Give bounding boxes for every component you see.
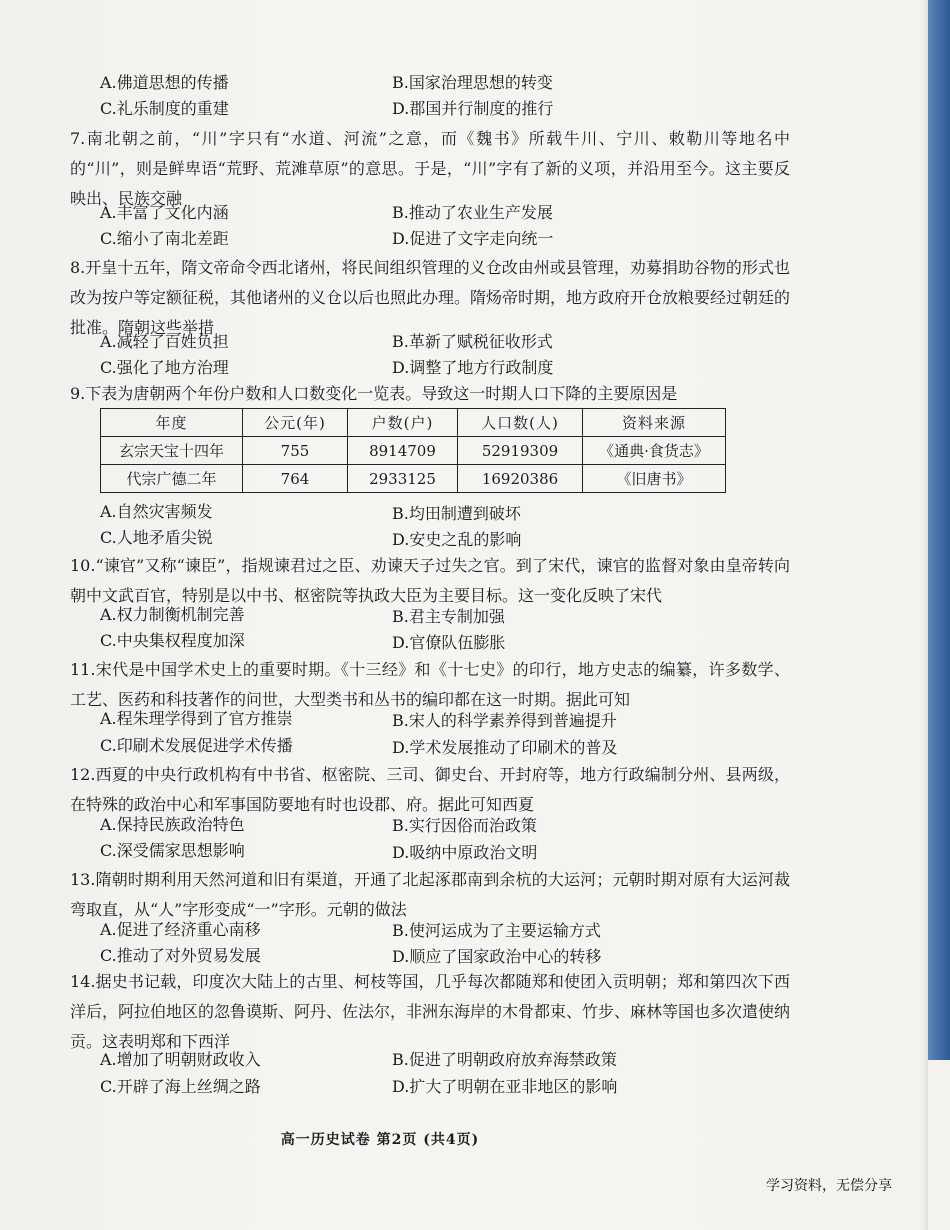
q13-option-c: C.推动了对外贸易发展 <box>100 946 261 965</box>
q12-option-b: B.实行因俗而治政策 <box>392 816 537 835</box>
table-cell: 755 <box>243 437 348 465</box>
q7-option-a: A.丰富了文化内涵 <box>100 203 229 222</box>
q14-option-d: D.扩大了明朝在亚非地区的影响 <box>392 1077 618 1096</box>
q11-option-d: D.学术发展推动了印刷术的普及 <box>392 738 618 757</box>
q9-option-d: D.安史之乱的影响 <box>392 530 522 549</box>
watermark-text: 学习资料，无偿分享 <box>766 1178 892 1194</box>
q9-option-c: C.人地矛盾尖锐 <box>100 528 213 547</box>
population-table <box>100 408 726 493</box>
table-cell: 764 <box>243 465 348 493</box>
table-cell: 《通典·食货志》 <box>583 437 726 465</box>
q6-option-a: A.佛道思想的传播 <box>100 73 229 92</box>
q10-option-a: A.权力制衡机制完善 <box>100 605 245 624</box>
table-row <box>101 437 726 465</box>
q6-option-c: C.礼乐制度的重建 <box>100 99 229 118</box>
q12-option-d: D.吸纳中原政治文明 <box>392 843 538 862</box>
q8-option-c: C.强化了地方治理 <box>100 358 229 377</box>
table-header: 资料来源 <box>583 409 726 437</box>
q11-option-c: C.印刷术发展促进学术传播 <box>100 736 293 755</box>
q7-option-d: D.促进了文字走向统一 <box>392 229 554 248</box>
q14-option-b: B.促进了明朝政府放弃海禁政策 <box>392 1050 617 1069</box>
page-edge-strip <box>928 0 950 1060</box>
q13-stem: 13.隋朝时期利用天然河道和旧有渠道，开通了北起涿郡南到余杭的大运河；元朝时期对原有大运河裁弯取直，从“人”字形变成“一”字形。元朝的做法 <box>70 870 790 919</box>
q9-option-a: A.自然灾害频发 <box>100 502 213 521</box>
q8-option-b: B.革新了赋税征收形式 <box>392 332 553 351</box>
table-cell: 2933125 <box>348 465 458 493</box>
q8-option-d: D.调整了地方行政制度 <box>392 358 554 377</box>
q14-option-c: C.开辟了海上丝绸之路 <box>100 1077 261 1096</box>
table-cell: 代宗广德二年 <box>101 465 243 493</box>
q8-option-a: A.减轻了百姓负担 <box>100 332 229 351</box>
q7-option-b: B.推动了农业生产发展 <box>392 203 553 222</box>
table-cell: 《旧唐书》 <box>583 465 726 493</box>
q14-stem: 14.据史书记载，印度次大陆上的古里、柯枝等国，几乎每次都随郑和使团入贡明朝；郑和第四次下西洋后，阿拉伯地区的忽鲁谟斯、阿丹、佐法尔，非洲东海岸的木骨都束、竹步、麻林等国也多次遣使纳贡。这表明郑和下西洋 <box>70 972 791 1051</box>
q6-option-d: D.郡国并行制度的推行 <box>392 99 554 118</box>
q12-option-c: C.深受儒家思想影响 <box>100 841 245 860</box>
q13-option-d: D.顺应了国家政治中心的转移 <box>392 947 602 966</box>
table-header: 年度 <box>101 409 243 437</box>
q12-stem: 12.西夏的中央行政机构有中书省、枢密院、三司、御史台、开封府等，地方行政编制分州、县两级，在特殊的政治中心和军事国防要地有时也设郡、府。据此可知西夏 <box>70 765 790 814</box>
q10-option-b: B.君主专制加强 <box>392 607 505 626</box>
q7-option-c: C.缩小了南北差距 <box>100 229 229 248</box>
q12-option-a: A.保持民族政治特色 <box>100 815 245 834</box>
q6-option-b: B.国家治理思想的转变 <box>392 73 553 92</box>
q7-stem: 7.南北朝之前，“川”字只有“水道、河流”之意，而《魏书》所载牛川、宁川、敕勒川等地名中的“川”，则是鲜卑语“荒野、荒滩草原”的意思。于是，“川”字有了新的义项，并沿用至今。这主要反映出、民族交融 <box>70 129 790 208</box>
table-cell: 8914709 <box>348 437 458 465</box>
q13-option-b: B.使河运成为了主要运输方式 <box>392 921 601 940</box>
table-header: 人口数(人) <box>458 409 583 437</box>
table-cell: 玄宗天宝十四年 <box>101 437 243 465</box>
table-header-row <box>101 409 726 437</box>
q9-option-b: B.均田制遭到破坏 <box>392 504 521 523</box>
q8-stem: 8.开皇十五年，隋文帝命令西北诸州，将民间组织管理的义仓改由州或县管理，劝募捐助谷物的形式也改为按户等定额征税，其他诸州的义仓以后也照此办理。隋炀帝时期，地方政府开仓放粮要经过朝廷的批准。隋朝这些举措 <box>70 258 791 337</box>
q11-option-b: B.宋人的科学素养得到普遍提升 <box>392 711 617 730</box>
q11-option-a: A.程朱理学得到了官方推崇 <box>100 709 293 728</box>
q14-option-a: A.增加了明朝财政收入 <box>100 1050 261 1069</box>
q9-stem: 9.下表为唐朝两个年份户数和人口数变化一览表。导致这一时期人口下降的主要原因是 <box>70 384 678 403</box>
table-cell: 16920386 <box>458 465 583 493</box>
q10-option-d: D.官僚队伍膨胀 <box>392 633 506 652</box>
table-header: 户数(户) <box>348 409 458 437</box>
q10-stem: 10.“谏官”又称“谏臣”，指规谏君过之臣、劝谏天子过失之官。到了宋代，谏官的监督对象由皇帝转向朝中文武百官，特别是以中书、枢密院等执政大臣为主要目标。这一变化反映了宋代 <box>70 556 790 605</box>
q10-option-c: C.中央集权程度加深 <box>100 631 245 650</box>
q11-stem: 11.宋代是中国学术史上的重要时期。《十三经》和《十七史》的印行，地方史志的编纂，许多数学、工艺、医药和科技著作的问世，大型类书和丛书的编印都在这一时期。据此可知 <box>70 660 790 709</box>
table-cell: 52919309 <box>458 437 583 465</box>
table-header: 公元(年) <box>243 409 348 437</box>
q13-option-a: A.促进了经济重心南移 <box>100 920 261 939</box>
page-footer: 高一历史试卷 第2页 (共4页) <box>280 1132 480 1148</box>
table-row <box>101 465 726 493</box>
